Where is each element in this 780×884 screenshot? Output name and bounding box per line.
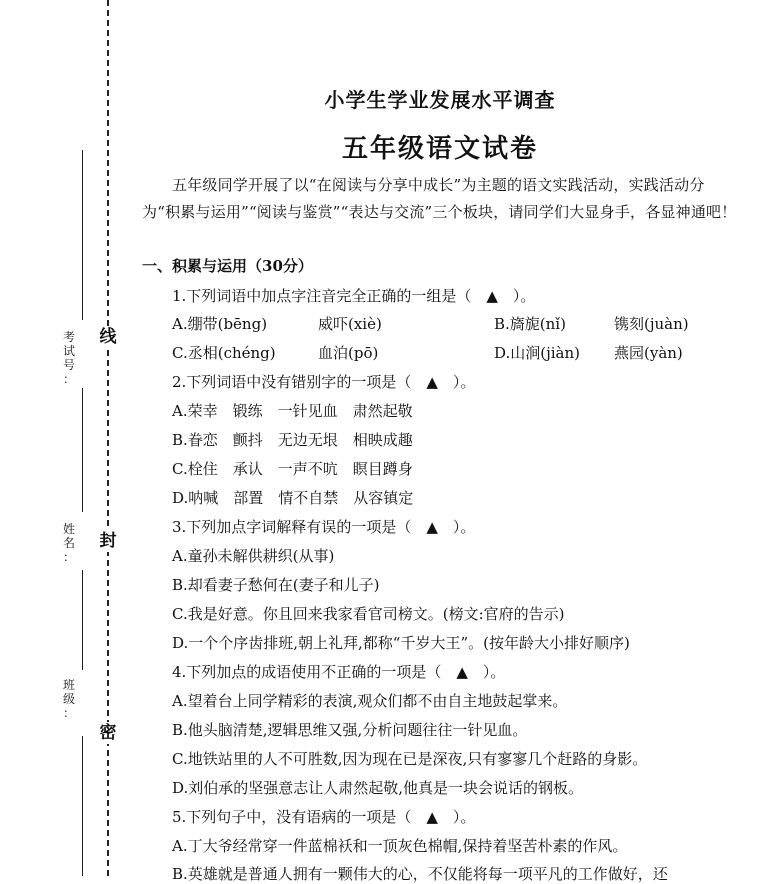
- question-3-stem: 3.下列加点字词解释有误的一项是（ ▲ ）。: [172, 518, 476, 536]
- binding-margin: [0, 0, 140, 876]
- q4-option-c: C.地铁站里的人不可胜数,因为现在已是深夜,只有寥寥几个赶路的身影。: [172, 750, 648, 768]
- q2-option-d: D.呐喊 部置 情不自禁 从容镇定: [172, 489, 414, 507]
- q3-option-a: A.童孙未解供耕织(从事): [172, 547, 335, 565]
- q4-option-a: A.望着台上同学精彩的表演,观众们都不由自主地鼓起掌来。: [172, 692, 568, 710]
- q4-option-b: B.他头脑清楚,逻辑思维又强,分析问题往往一针见血。: [172, 721, 528, 739]
- q1-option-d1: D.山涧(jiàn): [494, 344, 581, 362]
- seal-char-feng: 封: [97, 530, 119, 552]
- q3-option-d: D.一个个序齿排班,朝上礼拜,都称“千岁大王”。(按年龄大小排好顺序): [172, 634, 630, 652]
- page-title: 小学生学业发展水平调查: [324, 88, 556, 112]
- exam-number-line[interactable]: [82, 150, 83, 320]
- q1-option-b2: 镌刻(juàn): [614, 315, 689, 333]
- section-heading: 一、积累与运用（30分）: [142, 257, 313, 275]
- q1-option-d2: 燕园(yàn): [614, 344, 683, 362]
- name-line[interactable]: [82, 388, 83, 512]
- question-5-stem: 5.下列句子中，没有语病的一项是（ ▲ ）。: [172, 808, 476, 826]
- q2-option-c: C.栓住 承认 一声不吭 瞑目蹲身: [172, 460, 413, 478]
- q1-option-a2: 威吓(xiè): [318, 315, 382, 333]
- page-subtitle: 五年级语文试卷: [341, 134, 538, 164]
- q2-option-b: B.眷恋 颤抖 无边无垠 相映成趣: [172, 431, 413, 449]
- q5-option-a: A.丁大爷经常穿一件蓝棉袄和一顶灰色棉帽,保持着坚苦朴素的作风。: [172, 837, 628, 855]
- q4-option-d: D.刘伯承的坚强意志让人肃然起敬,他真是一块会说话的钢板。: [172, 779, 584, 797]
- q3-option-b: B.却看妻子愁何在(妻子和儿子): [172, 576, 380, 594]
- q2-option-a: A.荣幸 锻练 一针见血 肃然起敬: [172, 402, 413, 420]
- q1-option-c2: 血泊(pō): [318, 344, 379, 362]
- seal-char-xian: 线: [97, 326, 119, 348]
- class-line-lower[interactable]: [82, 736, 83, 876]
- q3-option-c: C.我是好意。你且回来我家看官司榜文。(榜文:官府的告示): [172, 605, 565, 623]
- question-2-stem: 2.下列词语中没有错别字的一项是（ ▲ ）。: [172, 373, 476, 391]
- question-4-stem: 4.下列加点的成语使用不正确的一项是（ ▲ ）。: [172, 663, 506, 681]
- exam-number-label: 考 试 号 ：: [62, 330, 75, 386]
- seal-dashed-line: [107, 0, 109, 876]
- question-1-stem: 1.下列词语中加点字注音完全正确的一组是（ ▲ ）。: [172, 287, 536, 305]
- q5-option-b: B.英雄就是普通人拥有一颗伟大的心，不仅能将每一项平凡的工作做好，还: [172, 865, 668, 883]
- q1-option-c1: C.丞相(chéng): [172, 344, 276, 362]
- seal-char-mi: 密: [97, 722, 119, 744]
- class-line[interactable]: [82, 570, 83, 670]
- q1-option-b1: B.旖旎(nǐ): [494, 315, 566, 333]
- intro-paragraph: 五年级同学开展了以“在阅读与分享中成长”为主题的语文实践活动，实践活动分为“积累与运用”“阅读与鉴赏”“表达与交流”三个板块，请同学们大显身手，各显神通吧！: [142, 176, 737, 221]
- name-label: 姓 名 ：: [62, 522, 75, 564]
- q1-option-a1: A.绷带(bēng): [172, 315, 268, 333]
- class-label: 班 级 ：: [62, 678, 75, 720]
